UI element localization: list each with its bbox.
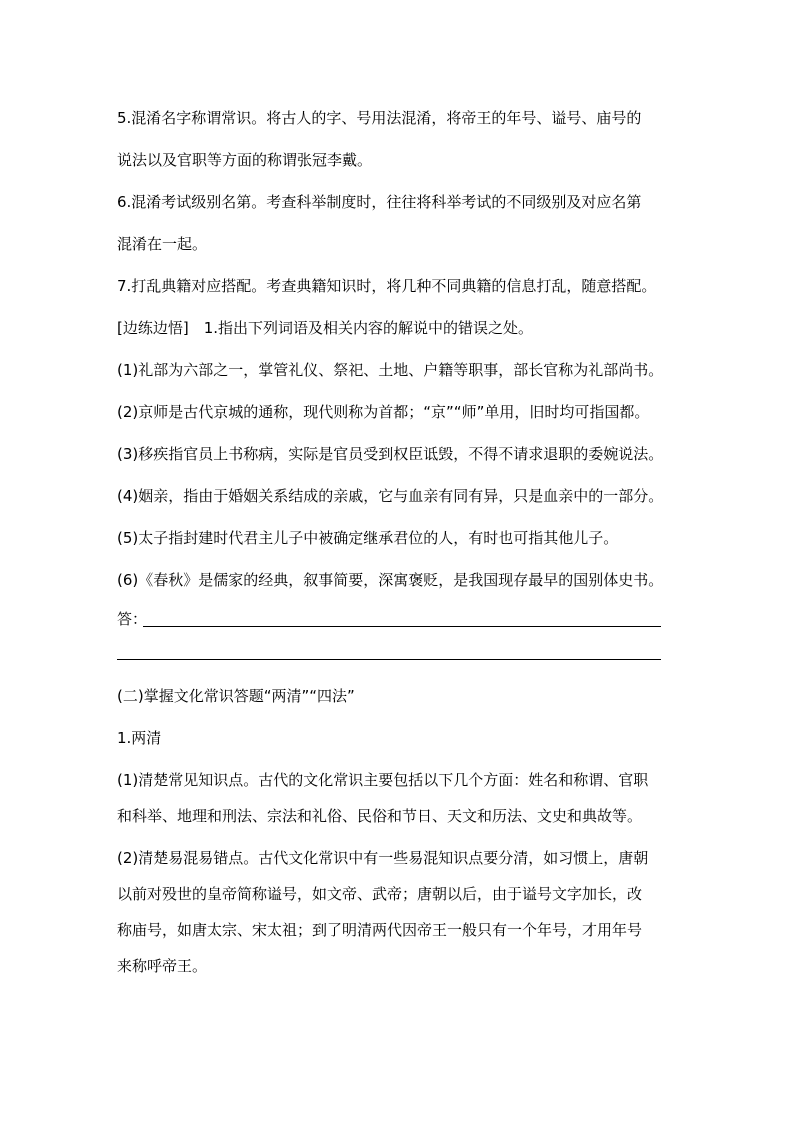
answer-line (143, 626, 661, 627)
text-line: 说法以及官职等方面的称谓张冠李戴。 (117, 151, 373, 169)
text-line: (2)清楚易混易错点。古代文化常识中有一些易混知识点要分清，如习惯上，唐朝 (117, 849, 649, 867)
answer-label: 答： (117, 610, 148, 628)
text-line: 来称呼帝王。 (117, 957, 208, 975)
question-item: (3)移疾指官员上书称病，实际是官员受到权臣诋毁，不得不请求退职的委婉说法。 (117, 445, 664, 463)
text-line: 6.混淆考试级别名第。考查科举制度时，往往将科举考试的不同级别及对应名第 (117, 193, 642, 211)
question-item: (5)太子指封建时代君主儿子中被确定继承君位的人，有时也可指其他儿子。 (117, 529, 619, 547)
text-line: (1)清楚常见知识点。古代的文化常识主要包括以下几个方面：姓名和称谓、官职 (117, 771, 649, 789)
text-line: 混淆在一起。 (117, 235, 208, 253)
subsection-heading: 1.两清 (117, 729, 162, 747)
text-line: 7.打乱典籍对应搭配。考查典籍知识时，将几种不同典籍的信息打乱，随意搭配。 (117, 277, 657, 295)
text-line: 称庙号，如唐太宗、宋太祖；到了明清两代因帝王一般只有一个年号，才用年号 (117, 921, 643, 939)
text-line: 以前对殁世的皇帝简称谥号，如文帝、武帝；唐朝以后，由于谥号文字加长，改 (117, 885, 643, 903)
question-item: (4)姻亲，指由于婚姻关系结成的亲戚，它与血亲有同有异，只是血亲中的一部分。 (117, 487, 664, 505)
question-item: (6)《春秋》是儒家的经典，叙事简要，深寓褒贬，是我国现存最早的国别体史书。 (117, 571, 664, 589)
section-heading: (二)掌握文化常识答题“两清”“四法” (117, 687, 355, 705)
text-line: 和科举、地理和刑法、宗法和礼俗、民俗和节日、天文和历法、文史和典故等。 (117, 807, 643, 825)
question-item: (1)礼部为六部之一，掌管礼仪、祭祀、土地、户籍等职事，部长官称为礼部尚书。 (117, 361, 664, 379)
answer-line (117, 659, 661, 660)
text-line: 5.混淆名字称谓常识。将古人的字、号用法混淆，将帝王的年号、谥号、庙号的 (117, 109, 642, 127)
practice-heading: [边练边悟] 1.指出下列词语及相关内容的解说中的错误之处。 (117, 319, 534, 337)
question-item: (2)京师是古代京城的通称，现代则称为首都；“京”“师”单用，旧时均可指国都。 (117, 403, 650, 421)
